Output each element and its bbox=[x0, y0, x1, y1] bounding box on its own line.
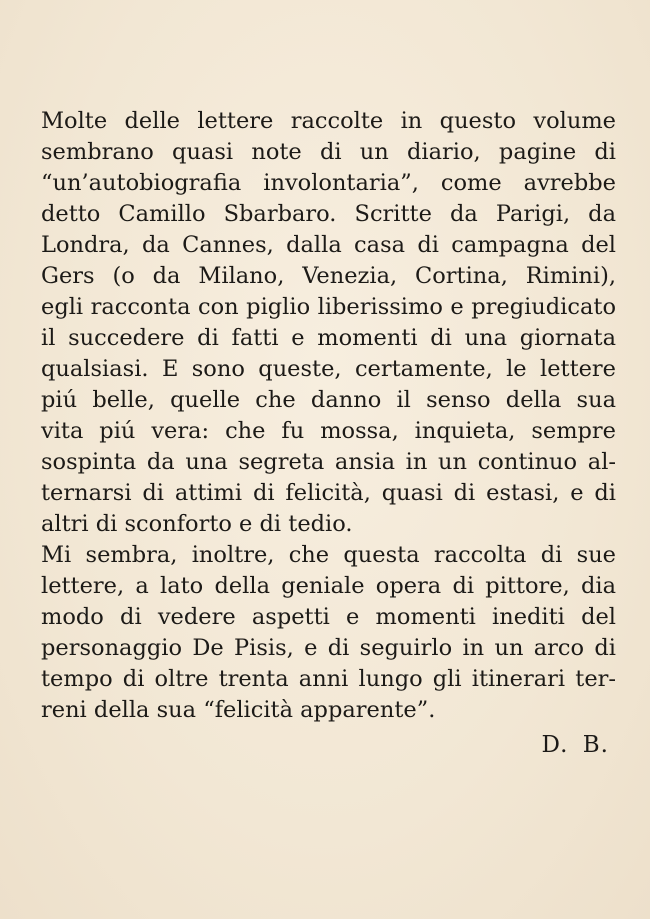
text-line: Mi sembra, inoltre, che questa raccolta di sue bbox=[41, 542, 616, 568]
text-line: altri di sconforto e di tedio. bbox=[41, 511, 353, 537]
text-line: piú belle, quelle che danno il senso della sua bbox=[41, 387, 616, 413]
text-line: sembrano quasi note di un diario, pagine di bbox=[41, 139, 616, 165]
text-line: Londra, da Cannes, dalla casa di campagna del bbox=[41, 232, 616, 258]
text-line: il succedere di fatti e momenti di una giornata bbox=[41, 325, 616, 351]
text-line: modo di vedere aspetti e momenti inediti del bbox=[41, 604, 616, 630]
text-line: “un’autobiografia involontaria”, come avrebbe bbox=[41, 170, 616, 196]
text-line: vita piú vera: che fu mossa, inquieta, sempre bbox=[41, 418, 616, 444]
text-line: Gers (o da Milano, Venezia, Cortina, Rimini), bbox=[41, 263, 616, 289]
text-line: personaggio De Pisis, e di seguirlo in un arco di bbox=[41, 635, 616, 661]
paragraph-2 bbox=[41, 540, 616, 726]
text-line: reni della sua “felicità apparente”. bbox=[41, 697, 436, 723]
text-line: lettere, a lato della geniale opera di pittore, dia bbox=[41, 573, 616, 599]
text-line: tempo di oltre trenta anni lungo gli itinerari ter- bbox=[41, 666, 616, 692]
text-line: Molte delle lettere raccolte in questo volume bbox=[41, 108, 616, 134]
text-line: qualsiasi. E sono queste, certamente, le lettere bbox=[41, 356, 616, 382]
text-line: ternarsi di attimi di felicità, quasi di estasi, e di bbox=[41, 480, 616, 506]
author-initials: D. B. bbox=[541, 732, 609, 758]
text-line: detto Camillo Sbarbaro. Scritte da Parigi, da bbox=[41, 201, 616, 227]
text-line: sospinta da una segreta ansia in un continuo al- bbox=[41, 449, 616, 475]
body-text bbox=[41, 106, 616, 726]
text-line: egli racconta con piglio liberissimo e pregiudicato bbox=[41, 294, 616, 320]
paragraph-1 bbox=[41, 106, 616, 540]
